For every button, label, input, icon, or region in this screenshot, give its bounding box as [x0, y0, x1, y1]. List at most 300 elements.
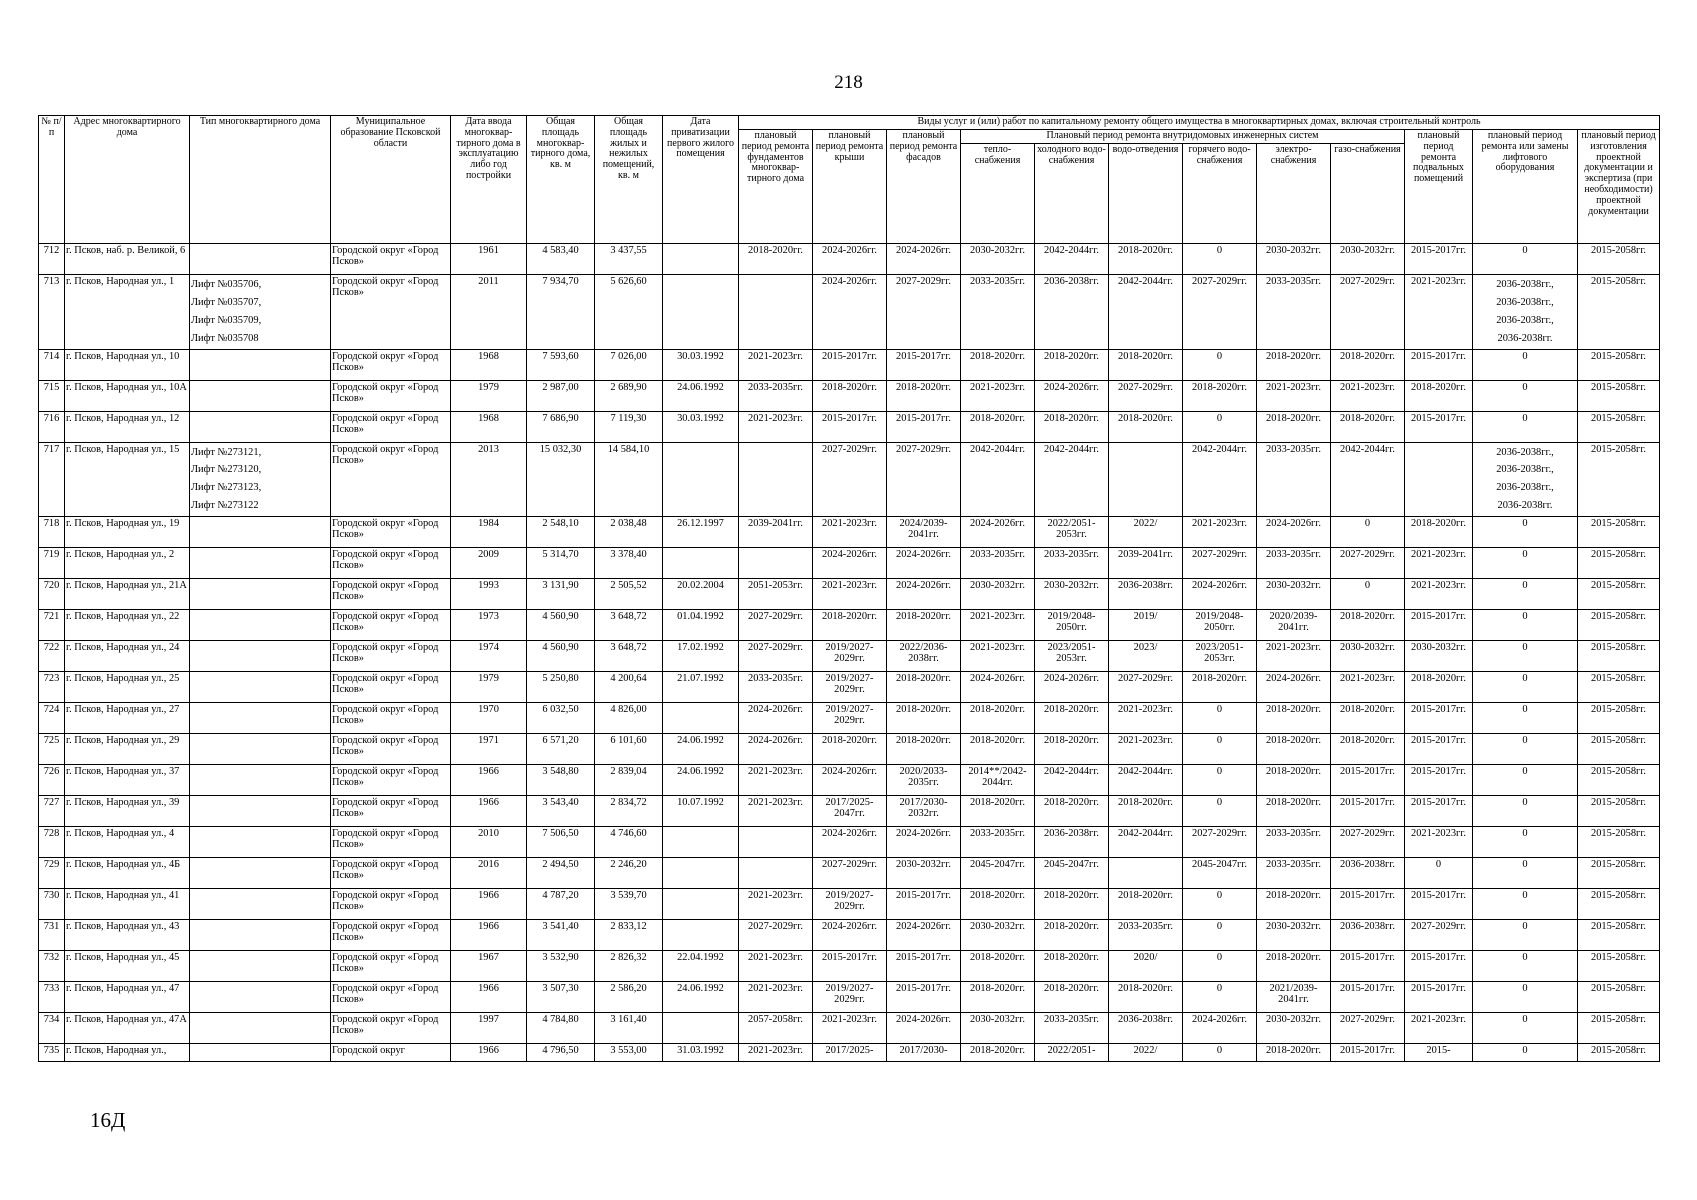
table-cell: 26.12.1997	[663, 517, 739, 548]
table-cell: 718	[39, 517, 65, 548]
table-cell: 2033-2035гг.	[1257, 827, 1331, 858]
table-cell: 728	[39, 827, 65, 858]
table-cell: 2010	[451, 827, 527, 858]
table-row	[39, 275, 1660, 350]
table-cell: 720	[39, 579, 65, 610]
table-cell: 2021-2023гг.	[1405, 548, 1473, 579]
table-cell: 2018-2020гг.	[1109, 796, 1183, 827]
table-cell: г. Псков, Народная ул., 41	[65, 889, 190, 920]
table-cell: 2 833,12	[595, 920, 663, 951]
table-cell: 2019/2027-2029гг.	[813, 672, 887, 703]
table-cell: 0	[1183, 1044, 1257, 1062]
table-cell: 2021-2023гг.	[813, 579, 887, 610]
table-cell: 2019/2048-2050гг.	[1183, 610, 1257, 641]
table-cell: 734	[39, 1013, 65, 1044]
table-cell: 0	[1473, 641, 1578, 672]
table-cell: 2017/2025-	[813, 1044, 887, 1062]
table-cell: 2018-2020гг.	[1035, 796, 1109, 827]
table-cell: г. Псков, Народная ул., 10А	[65, 380, 190, 411]
table-cell: 2015-2017гг.	[887, 349, 961, 380]
table-cell: 21.07.1992	[663, 672, 739, 703]
table-cell: 2015-2058гг.	[1578, 765, 1660, 796]
table-cell: 721	[39, 610, 65, 641]
table-cell: 0	[1473, 579, 1578, 610]
table-cell: 24.06.1992	[663, 765, 739, 796]
table-cell: г. Псков, Народная ул., 24	[65, 641, 190, 672]
table-cell: 3 378,40	[595, 548, 663, 579]
table-body	[39, 244, 1660, 1062]
table-cell: 2033-2035гг.	[739, 380, 813, 411]
table-cell: 2022/2051-	[1035, 1044, 1109, 1062]
table-cell: 2021-2023гг.	[1109, 734, 1183, 765]
table-row	[39, 796, 1660, 827]
page-number: 218	[834, 72, 863, 93]
table-cell: г. Псков, Народная ул., 27	[65, 703, 190, 734]
table-cell: 2036-2038гг.	[1331, 920, 1405, 951]
table-cell: Городской округ «Город Псков»	[331, 349, 451, 380]
table-cell: 730	[39, 889, 65, 920]
table-cell: 2018-2020гг.	[1035, 951, 1109, 982]
table-cell	[663, 548, 739, 579]
table-cell: Городской округ «Город Псков»	[331, 796, 451, 827]
table-cell: 0	[1473, 411, 1578, 442]
table-cell: 24.06.1992	[663, 734, 739, 765]
table-cell: 2015-2017гг.	[1405, 349, 1473, 380]
table-cell: 3 543,40	[527, 796, 595, 827]
table-cell	[739, 548, 813, 579]
table-cell: 2027-2029гг.	[813, 442, 887, 517]
table-cell: 2018-2020гг.	[1035, 411, 1109, 442]
table-cell	[190, 411, 331, 442]
table-row	[39, 703, 1660, 734]
table-cell: 1997	[451, 1013, 527, 1044]
table-cell: 2021-2023гг.	[739, 765, 813, 796]
table-cell: 1966	[451, 1044, 527, 1062]
table-cell: г. Псков, Народная ул., 43	[65, 920, 190, 951]
table-cell: 2022/	[1109, 517, 1183, 548]
table-row	[39, 765, 1660, 796]
table-cell: 2015-2058гг.	[1578, 548, 1660, 579]
table-cell: 2018-2020гг.	[1331, 734, 1405, 765]
header-works: Виды услуг и (или) работ по капитальному ремонту общего имущества в многоквартирных домах, включая строительный контроль	[739, 116, 1660, 130]
table-cell: 4 560,90	[527, 641, 595, 672]
table-cell: 3 532,90	[527, 951, 595, 982]
table-cell: 0	[1473, 349, 1578, 380]
table-cell: 2018-2020гг.	[1257, 411, 1331, 442]
table-cell: Городской округ «Город Псков»	[331, 951, 451, 982]
table-cell: 0	[1183, 734, 1257, 765]
table-cell: 6 571,20	[527, 734, 595, 765]
table-cell: 2018-2020гг.	[813, 380, 887, 411]
table-cell: 2021-2023гг.	[1183, 517, 1257, 548]
table-cell: 2 246,20	[595, 858, 663, 889]
table-cell: 2024-2026гг.	[739, 703, 813, 734]
table-cell: 2015-2017гг.	[1331, 951, 1405, 982]
table-cell	[663, 1013, 739, 1044]
table-cell: 2021-2023гг.	[961, 641, 1035, 672]
table-cell: 2019/2048-2050гг.	[1035, 610, 1109, 641]
table-cell: 2030-2032гг.	[1257, 579, 1331, 610]
table-cell: Лифт №273121, Лифт №273120, Лифт №273123, Лифт №273122	[190, 442, 331, 517]
table-cell: Городской округ «Город Псков»	[331, 703, 451, 734]
table-cell: Городской округ	[331, 1044, 451, 1062]
table-cell: Городской округ «Город Псков»	[331, 442, 451, 517]
table-cell: 2021-2023гг.	[813, 1013, 887, 1044]
table-cell: 2027-2029гг.	[813, 858, 887, 889]
table-cell: 2030-2032гг.	[1331, 244, 1405, 275]
table-cell: 2018-2020гг.	[961, 889, 1035, 920]
table-cell: 5 250,80	[527, 672, 595, 703]
table-cell: 2015-2017гг.	[887, 411, 961, 442]
table-cell: 2027-2029гг.	[1183, 275, 1257, 350]
table-cell: 2 689,90	[595, 380, 663, 411]
table-cell: 2057-2058гг.	[739, 1013, 813, 1044]
table-cell: 4 746,60	[595, 827, 663, 858]
header-basement: плановый период ремонта подвальных помещений	[1405, 130, 1473, 244]
table-cell: 2018-2020гг.	[1035, 349, 1109, 380]
table-cell: 2018-2020гг.	[1109, 889, 1183, 920]
header-total-area: Общая площадь многоквар-тирного дома, кв. м	[527, 116, 595, 244]
table-cell: 3 553,00	[595, 1044, 663, 1062]
table-cell: 0	[1183, 889, 1257, 920]
table-cell: 5 626,60	[595, 275, 663, 350]
table-cell: 1966	[451, 982, 527, 1013]
table-cell: 1979	[451, 380, 527, 411]
table-cell: г. Псков, Народная ул., 39	[65, 796, 190, 827]
table-cell: 2024-2026гг.	[1257, 517, 1331, 548]
table-cell: 2027-2029гг.	[1331, 548, 1405, 579]
table-cell: 2039-2041гг.	[739, 517, 813, 548]
table-cell: 2021/2039-2041гг.	[1257, 982, 1331, 1013]
table-cell	[190, 889, 331, 920]
table-cell: 2020/	[1109, 951, 1183, 982]
table-cell: Городской округ «Город Псков»	[331, 610, 451, 641]
table-cell: 3 548,80	[527, 765, 595, 796]
table-cell: 3 507,30	[527, 982, 595, 1013]
table-cell: 2021-2023гг.	[1405, 275, 1473, 350]
table-cell: 2021-2023гг.	[739, 1044, 813, 1062]
table-cell: 1974	[451, 641, 527, 672]
table-cell	[190, 517, 331, 548]
table-cell: 2030-2032гг.	[1257, 244, 1331, 275]
table-cell: 2018-2020гг.	[887, 672, 961, 703]
table-cell: 2015-2017гг.	[1405, 411, 1473, 442]
table-cell: 2024-2026гг.	[813, 244, 887, 275]
table-cell	[663, 275, 739, 350]
table-cell: 0	[1473, 244, 1578, 275]
table-cell: 2015-2017гг.	[1405, 796, 1473, 827]
table-cell: 2015-2058гг.	[1578, 672, 1660, 703]
table-cell	[190, 1013, 331, 1044]
table-cell: 2 987,00	[527, 380, 595, 411]
table-cell: 2015-2017гг.	[1331, 889, 1405, 920]
table-cell: 2045-2047гг.	[1183, 858, 1257, 889]
table-cell: 20.02.2004	[663, 579, 739, 610]
table-cell: Городской округ «Город Псков»	[331, 672, 451, 703]
table-cell: г. Псков, Народная ул., 19	[65, 517, 190, 548]
table-cell: 0	[1183, 951, 1257, 982]
table-cell: 1968	[451, 349, 527, 380]
table-cell: 2018-2020гг.	[1257, 349, 1331, 380]
table-cell: 2015-2017гг.	[1405, 951, 1473, 982]
table-cell: 2018-2020гг.	[1183, 380, 1257, 411]
header-electric: электро-снабжения	[1257, 144, 1331, 244]
table-cell: 1971	[451, 734, 527, 765]
table-cell: 0	[1183, 703, 1257, 734]
table-cell	[663, 703, 739, 734]
table-cell: 0	[1405, 858, 1473, 889]
table-cell: 4 560,90	[527, 610, 595, 641]
table-cell: Городской округ «Город Псков»	[331, 734, 451, 765]
table-cell: 2019/2027-2029гг.	[813, 982, 887, 1013]
table-cell: 6 101,60	[595, 734, 663, 765]
table-cell: 2027-2029гг.	[739, 920, 813, 951]
table-cell: 715	[39, 380, 65, 411]
table-cell: 716	[39, 411, 65, 442]
table-cell: 2019/2027-2029гг.	[813, 703, 887, 734]
table-cell: 2019/	[1109, 610, 1183, 641]
table-cell: 2015-2017гг.	[813, 349, 887, 380]
table-cell: 2030-2032гг.	[961, 920, 1035, 951]
table-cell: 0	[1473, 858, 1578, 889]
table-cell: 2018-2020гг.	[1257, 1044, 1331, 1062]
table-cell: 7 934,70	[527, 275, 595, 350]
table-cell: 2030-2032гг.	[1257, 1013, 1331, 1044]
table-cell: 2022/2036-2038гг.	[887, 641, 961, 672]
table-row	[39, 411, 1660, 442]
table-cell: 2024-2026гг.	[887, 244, 961, 275]
table-cell: Лифт №035706, Лифт №035707, Лифт №035709, Лифт №035708	[190, 275, 331, 350]
table-cell: 2033-2035гг.	[1035, 548, 1109, 579]
table-cell: г. Псков, Народная ул., 1	[65, 275, 190, 350]
table-cell: 2018-2020гг.	[961, 982, 1035, 1013]
table-cell: 2018-2020гг.	[887, 734, 961, 765]
header-hot-water: горячего водо-снабжения	[1183, 144, 1257, 244]
table-cell: 2015-2017гг.	[1405, 765, 1473, 796]
table-cell: 0	[1473, 827, 1578, 858]
table-cell: Городской округ «Город Псков»	[331, 380, 451, 411]
table-cell: 2042-2044гг.	[1331, 442, 1405, 517]
table-cell: 722	[39, 641, 65, 672]
table-cell: 2018-2020гг.	[961, 411, 1035, 442]
table-row	[39, 579, 1660, 610]
table-cell: 2018-2020гг.	[887, 380, 961, 411]
table-cell: Городской округ «Город Псков»	[331, 579, 451, 610]
header-gas: газо-снабжения	[1331, 144, 1405, 244]
table-cell: 2018-2020гг.	[1183, 672, 1257, 703]
table-cell: 2018-2020гг.	[1035, 734, 1109, 765]
table-cell: 2027-2029гг.	[1405, 920, 1473, 951]
table-cell: 1968	[451, 411, 527, 442]
table-cell: 6 032,50	[527, 703, 595, 734]
table-cell: г. Псков, Народная ул., 37	[65, 765, 190, 796]
table-cell: 724	[39, 703, 65, 734]
table-cell: 3 541,40	[527, 920, 595, 951]
table-cell: 2027-2029гг.	[1109, 380, 1183, 411]
table-cell: 2027-2029гг.	[1331, 827, 1405, 858]
table-cell: 2 826,32	[595, 951, 663, 982]
table-cell: 2024-2026гг.	[961, 672, 1035, 703]
table-cell: 0	[1183, 244, 1257, 275]
table-cell: 713	[39, 275, 65, 350]
table-cell	[190, 951, 331, 982]
table-cell: 7 686,90	[527, 411, 595, 442]
table-cell: 2 494,50	[527, 858, 595, 889]
table-cell: 2024-2026гг.	[887, 579, 961, 610]
table-cell	[190, 858, 331, 889]
table-cell: Городской округ «Город Псков»	[331, 920, 451, 951]
table-cell: 2018-2020гг.	[1331, 703, 1405, 734]
table-cell: 2027-2029гг.	[887, 442, 961, 517]
table-cell: 2013	[451, 442, 527, 517]
table-cell: Городской округ «Город Псков»	[331, 641, 451, 672]
table-cell: 2021-2023гг.	[813, 517, 887, 548]
header-heat: тепло-снабжения	[961, 144, 1035, 244]
table-cell: 2024-2026гг.	[1035, 672, 1109, 703]
table-cell: 2014**/2042-2044гг.	[961, 765, 1035, 796]
table-cell: 0	[1473, 734, 1578, 765]
table-cell: г. Псков, Народная ул., 25	[65, 672, 190, 703]
table-cell	[190, 765, 331, 796]
table-cell: 2024-2026гг.	[887, 1013, 961, 1044]
table-cell: 0	[1183, 765, 1257, 796]
table-cell: 731	[39, 920, 65, 951]
table-cell: 2042-2044гг.	[1109, 827, 1183, 858]
table-cell: 2033-2035гг.	[1109, 920, 1183, 951]
table-cell: Городской округ «Город Псков»	[331, 244, 451, 275]
table-cell: 2015-	[1405, 1044, 1473, 1062]
table-cell: 2015-2017гг.	[1331, 982, 1405, 1013]
table-cell: 2021-2023гг.	[1109, 703, 1183, 734]
table-cell	[190, 796, 331, 827]
table-cell: 2015-2017гг.	[887, 982, 961, 1013]
table-cell: г. Псков, Народная ул.,	[65, 1044, 190, 1062]
table-cell: 2024-2026гг.	[887, 827, 961, 858]
table-cell: 4 200,64	[595, 672, 663, 703]
table-cell: 2015-2058гг.	[1578, 734, 1660, 765]
table-cell: Городской округ «Город Псков»	[331, 982, 451, 1013]
table-cell: 2036-2038гг., 2036-2038гг., 2036-2038гг., 2036-2038гг.	[1473, 275, 1578, 350]
table-cell: 2015-2058гг.	[1578, 442, 1660, 517]
table-cell	[1109, 442, 1183, 517]
table-cell: 2033-2035гг.	[1257, 548, 1331, 579]
table-cell: 2018-2020гг.	[887, 610, 961, 641]
table-cell: 2030-2032гг.	[1035, 579, 1109, 610]
header-foundation: плановый период ремонта фундаментов многоквар-тирного дома	[739, 130, 813, 244]
table-cell: Городской округ «Город Псков»	[331, 765, 451, 796]
table-cell: 2042-2044гг.	[961, 442, 1035, 517]
table-cell	[190, 349, 331, 380]
table-cell: 2015-2058гг.	[1578, 349, 1660, 380]
table-cell: 0	[1183, 920, 1257, 951]
table-cell	[663, 920, 739, 951]
table-cell: 2018-2020гг.	[1109, 244, 1183, 275]
table-cell: 714	[39, 349, 65, 380]
table-cell: 2021-2023гг.	[739, 951, 813, 982]
table-cell: 2018-2020гг.	[887, 703, 961, 734]
table-cell: 2015-2058гг.	[1578, 275, 1660, 350]
table-cell: 2015-2058гг.	[1578, 920, 1660, 951]
table-cell	[190, 672, 331, 703]
table-cell	[663, 827, 739, 858]
table-cell: 2 038,48	[595, 517, 663, 548]
table-cell: 2033-2035гг.	[1257, 442, 1331, 517]
table-cell: 2018-2020гг.	[1035, 889, 1109, 920]
table-cell: 2033-2035гг.	[1035, 1013, 1109, 1044]
header-roof: плановый период ремонта крыши	[813, 130, 887, 244]
header-lift: плановый период ремонта или замены лифтового оборудования	[1473, 130, 1578, 244]
table-row	[39, 951, 1660, 982]
table-cell: 31.03.1992	[663, 1044, 739, 1062]
table-cell: 2036-2038гг.	[1035, 275, 1109, 350]
table-cell: 726	[39, 765, 65, 796]
table-cell: 2015-2017гг.	[1405, 734, 1473, 765]
table-cell: 2018-2020гг.	[1257, 765, 1331, 796]
table-cell: 2018-2020гг.	[1257, 951, 1331, 982]
table-cell: г. Псков, Народная ул., 10	[65, 349, 190, 380]
table-cell: 2021-2023гг.	[1331, 672, 1405, 703]
table-cell: 2021-2023гг.	[1257, 380, 1331, 411]
table-cell: 2018-2020гг.	[739, 244, 813, 275]
table-cell: 2024-2026гг.	[813, 827, 887, 858]
table-cell: 2024-2026гг.	[1035, 380, 1109, 411]
header-drainage: водо-отведения	[1109, 144, 1183, 244]
table-cell: 22.04.1992	[663, 951, 739, 982]
table-cell: 2015-2058гг.	[1578, 796, 1660, 827]
table-row	[39, 442, 1660, 517]
table-row	[39, 517, 1660, 548]
table-cell: 0	[1473, 380, 1578, 411]
table-cell: 2018-2020гг.	[961, 1044, 1035, 1062]
header-year: Дата ввода многоквар-тирного дома в эксплуатацию либо год постройки	[451, 116, 527, 244]
table-cell	[190, 610, 331, 641]
table-cell: Городской округ «Город Псков»	[331, 275, 451, 350]
table-cell: 2033-2035гг.	[961, 827, 1035, 858]
table-cell: 1966	[451, 796, 527, 827]
table-cell: 7 506,50	[527, 827, 595, 858]
table-row	[39, 610, 1660, 641]
table-cell: 15 032,30	[527, 442, 595, 517]
table-cell: 0	[1473, 672, 1578, 703]
table-row	[39, 244, 1660, 275]
table-cell	[1405, 442, 1473, 517]
table-cell: 2017/2030-	[887, 1044, 961, 1062]
table-cell	[663, 244, 739, 275]
table-cell: 2015-2058гг.	[1578, 517, 1660, 548]
table-cell: 2018-2020гг.	[1405, 380, 1473, 411]
table-cell: 1979	[451, 672, 527, 703]
table-cell: 0	[1473, 703, 1578, 734]
table-cell: 2 834,72	[595, 796, 663, 827]
table-cell: 2015-2017гг.	[887, 889, 961, 920]
table-cell: 2021-2023гг.	[1257, 641, 1331, 672]
table-cell: 2042-2044гг.	[1109, 765, 1183, 796]
table-cell: 2024-2026гг.	[961, 517, 1035, 548]
table-cell: 2015-2058гг.	[1578, 641, 1660, 672]
table-cell: 2027-2029гг.	[1183, 548, 1257, 579]
table-cell: г. Псков, Народная ул., 4Б	[65, 858, 190, 889]
table-cell: 2018-2020гг.	[1257, 734, 1331, 765]
table-cell: 4 826,00	[595, 703, 663, 734]
table-cell: 2017/2030-2032гг.	[887, 796, 961, 827]
table-cell: Городской округ «Город Псков»	[331, 411, 451, 442]
table-cell: 7 593,60	[527, 349, 595, 380]
table-cell: 0	[1183, 982, 1257, 1013]
table-cell	[190, 244, 331, 275]
table-cell: 24.06.1992	[663, 982, 739, 1013]
table-cell: 2033-2035гг.	[1257, 275, 1331, 350]
table-cell: 2015-2017гг.	[1405, 703, 1473, 734]
